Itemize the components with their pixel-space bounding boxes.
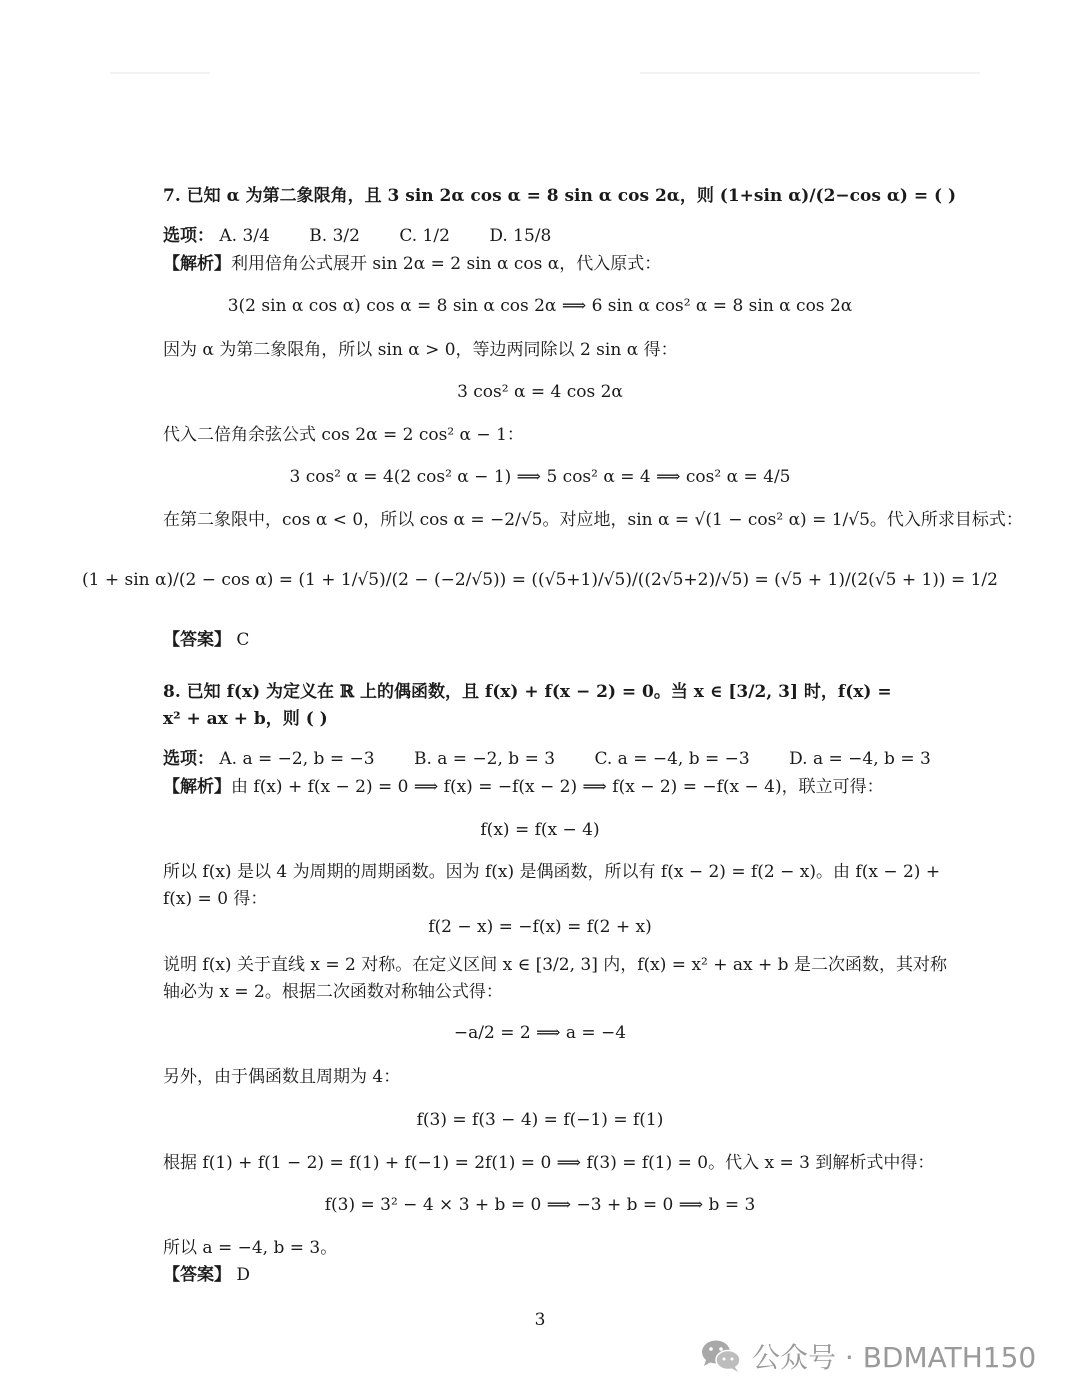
q7-equation-1: 3(2 sin α cos α) cos α = 8 sin α cos 2α ⟹ 6 sin α cos² α = 8 sin α cos 2α (227, 296, 853, 316)
q7-analysis-label: 【解析】 (163, 254, 231, 274)
q8-text-5: 根据 f(1) + f(1 − 2) = f(1) + f(−1) = 2f(1) = 0 ⟹ f(3) = f(1) = 0。代入 x = 3 到解析式中得： (163, 1153, 935, 1173)
q7-question (163, 184, 957, 208)
q7-text-3: 代入二倍角余弦公式 cos 2α = 2 cos² α − 1： (163, 425, 524, 445)
q8-answer-value: D (236, 1265, 251, 1285)
q7-text-2: 因为 α 为第二象限角，所以 sin α > 0，等边两同除以 2 sin α 得： (163, 340, 678, 360)
q8-analysis-label: 【解析】 (163, 777, 231, 797)
q8-answer-row (163, 1263, 918, 1287)
watermark-text: 公众号 · BDMATH150 (752, 1341, 1037, 1374)
q8-text-6: 所以 a = −4, b = 3。 (163, 1238, 338, 1258)
q7-option-d: D. 15/8 (489, 226, 552, 246)
q7-equation-2: 3 cos² α = 4 cos 2α (457, 382, 623, 402)
q8-text-2-line-2: f(x) = 0 得： (163, 889, 268, 909)
q7-analysis-intro-text: 利用倍角公式展开 sin 2α = 2 sin α cos α，代入原式： (231, 254, 662, 274)
q8-equation-5: f(3) = 3² − 4 × 3 + b = 0 ⟹ −3 + b = 0 ⟹ b = 3 (324, 1195, 756, 1215)
q8-equation-1: f(x) = f(x − 4) (480, 820, 600, 840)
q8-analysis-intro (163, 775, 918, 799)
watermark (700, 1336, 1036, 1376)
header-rule-right (640, 72, 980, 74)
q7-option-b: B. 3/2 (309, 226, 360, 246)
q8-question-line-1: 8. 已知 f(x) 为定义在 ℝ 上的偶函数，且 f(x) + f(x − 2) = 0。当 x ∈ [3/2, 3] 时，f(x) = (163, 682, 892, 702)
q8-question-line-2: x² + ax + b，则 ( ) (163, 709, 328, 729)
q8-text-3-line-1: 说明 f(x) 关于直线 x = 2 对称。在定义区间 x ∈ [3/2, 3] 内，f(x) = x² + ax + b 是二次函数，其对称 (163, 955, 947, 975)
q8-text-2-line-1: 所以 f(x) 是以 4 为周期的周期函数。因为 f(x) 是偶函数，所以有 f(x − 2) = f(2 − x)。由 f(x − 2) + (163, 862, 941, 882)
q8-options-row (163, 747, 931, 771)
q8-analysis-intro-text: 由 f(x) + f(x − 2) = 0 ⟹ f(x) = −f(x − 2) ⟹ f(x − 2) = −f(x − 4)，联立可得： (231, 777, 884, 797)
q7-options-row (163, 224, 918, 248)
q8-option-b: B. a = −2, b = 3 (413, 749, 556, 769)
q8-equation-4: f(3) = f(3 − 4) = f(−1) = f(1) (416, 1110, 664, 1130)
q7-answer-label: 【答案】 (163, 630, 231, 650)
q8-answer-label: 【答案】 (163, 1265, 231, 1285)
q7-option-a: A. 3/4 (219, 226, 270, 246)
q7-options-label: 选项： (163, 226, 214, 246)
q7-analysis-intro (163, 252, 918, 276)
q8-option-a: A. a = −2, b = −3 (219, 749, 375, 769)
header-rule-left (110, 72, 210, 74)
q8-option-d: D. a = −4, b = 3 (789, 749, 931, 769)
q7-equation-4: (1 + sin α)/(2 − cos α) = (1 + 1/√5)/(2 − (−2/√5)) = ((√5+1)/√5)/((2√5+2)/√5) = (√5 + 1)/(2(√5 + 1)) = 1/2 (82, 570, 998, 590)
q7-text-4: 在第二象限中，cos α < 0，所以 cos α = −2/√5。对应地，sin α = √(1 − cos² α) = 1/√5。代入所求目标式： (163, 510, 1023, 530)
q7-answer-value: C (236, 630, 250, 650)
q8-text-3-line-2: 轴必为 x = 2。根据二次函数对称轴公式得： (163, 982, 503, 1002)
q7-option-c: C. 1/2 (399, 226, 450, 246)
q7-equation-3: 3 cos² α = 4(2 cos² α − 1) ⟹ 5 cos² α = 4 ⟹ cos² α = 4/5 (289, 467, 791, 487)
page-number: 3 (534, 1310, 546, 1330)
q7-answer-row (163, 628, 918, 652)
q7-question-text: 7. 已知 α 为第二象限角，且 3 sin 2α cos α = 8 sin α cos 2α，则 (1+sin α)/(2−cos α) = ( ) (163, 186, 957, 206)
q8-option-c: C. a = −4, b = −3 (594, 749, 750, 769)
q8-text-4: 另外，由于偶函数且周期为 4： (163, 1067, 401, 1087)
q8-equation-3: −a/2 = 2 ⟹ a = −4 (453, 1023, 627, 1043)
q8-options-label: 选项： (163, 749, 214, 769)
wechat-icon (700, 1338, 742, 1374)
q8-equation-2: f(2 − x) = −f(x) = f(2 + x) (428, 917, 652, 937)
